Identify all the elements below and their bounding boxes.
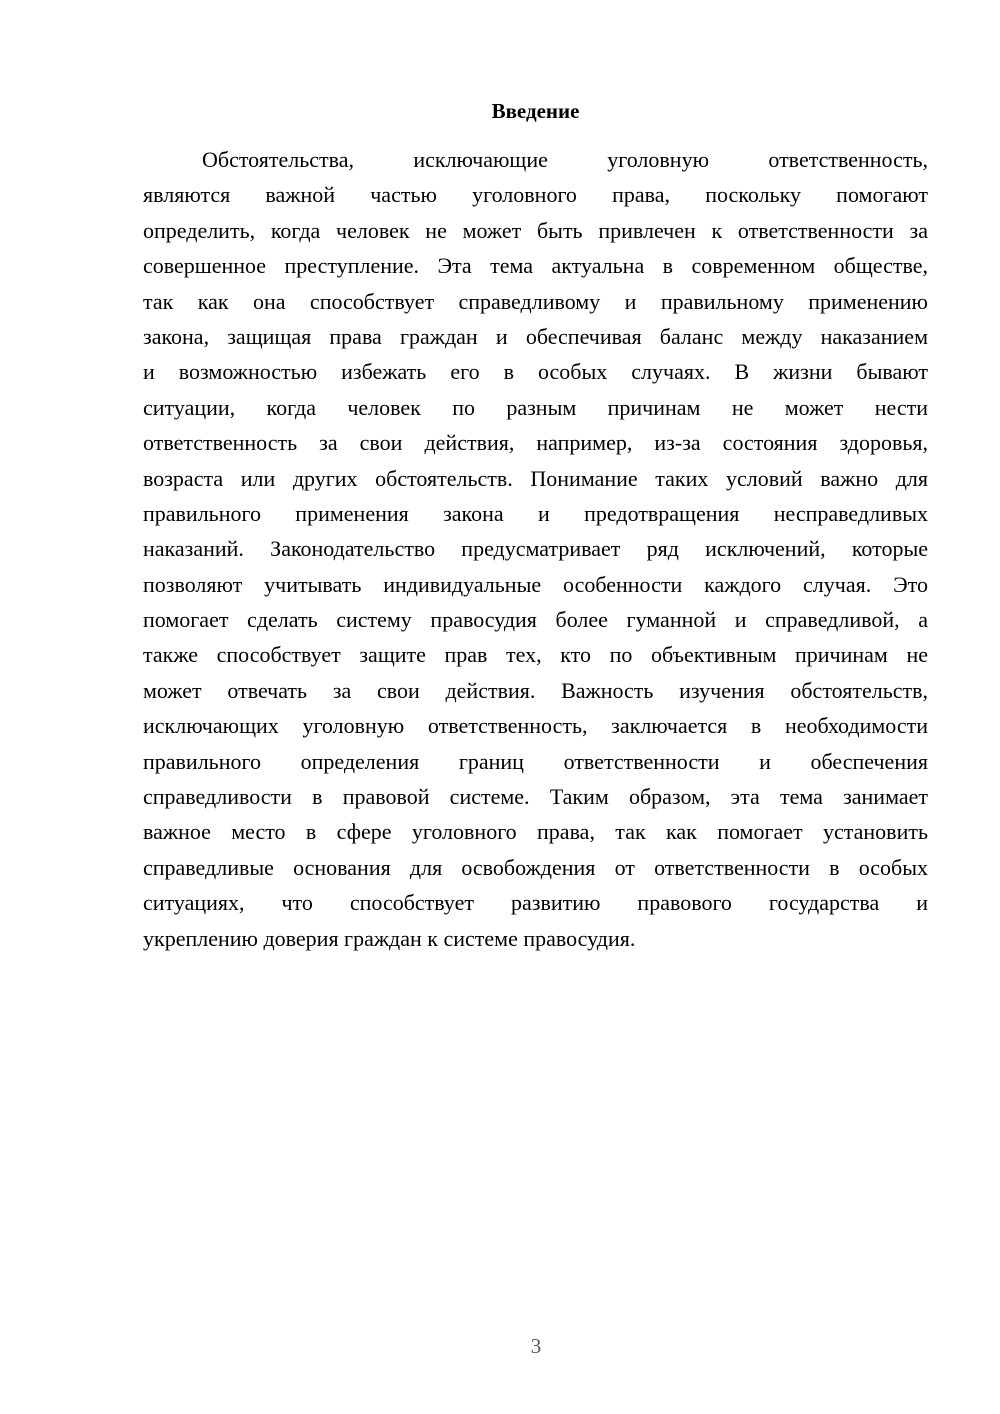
page-number: 3 bbox=[530, 1334, 542, 1358]
paragraph-line: наказаний. Законодательство предусматривает ряд исключений, которые bbox=[143, 536, 928, 562]
paragraph-line: ситуации, когда человек по разным причинам не может нести bbox=[143, 394, 928, 420]
paragraph-line: Обстоятельства, исключающие уголовную ответственность, bbox=[202, 147, 928, 172]
paragraph-line: являются важной частью уголовного права, поскольку помогают bbox=[143, 182, 928, 208]
paragraph-line: определить, когда человек не может быть привлечен к ответственности за bbox=[143, 217, 928, 243]
paragraph-line: справедливости в правовой системе. Таким образом, эта тема занимает bbox=[143, 784, 928, 810]
paragraph-line: правильного применения закона и предотвращения несправедливых bbox=[143, 500, 928, 526]
paragraph-line: укреплению доверия граждан к системе правосудия. bbox=[143, 925, 636, 951]
paragraph-line: закона, защищая права граждан и обеспечивая баланс между наказанием bbox=[143, 323, 928, 349]
paragraph-line: исключающих уголовную ответственность, заключается в необходимости bbox=[143, 713, 928, 739]
body-paragraph bbox=[143, 142, 928, 956]
paragraph-line: и возможностью избежать его в особых случаях. В жизни бывают bbox=[143, 359, 928, 385]
paragraph-line: так как она способствует справедливому и правильному применению bbox=[143, 288, 928, 314]
paragraph-line: важное место в сфере уголовного права, так как помогает установить bbox=[143, 819, 928, 845]
paragraph-line: справедливые основания для освобождения от ответственности в особых bbox=[143, 854, 928, 880]
paragraph-line: позволяют учитывать индивидуальные особенности каждого случая. Это bbox=[143, 571, 928, 597]
paragraph-line: ситуациях, что способствует развитию правового государства и bbox=[143, 890, 928, 916]
paragraph-line: помогает сделать систему правосудия более гуманной и справедливой, а bbox=[143, 607, 928, 633]
paragraph-line: также способствует защите прав тех, кто по объективным причинам не bbox=[143, 642, 928, 668]
paragraph-line: совершенное преступление. Эта тема актуальна в современном обществе, bbox=[143, 253, 928, 279]
paragraph-line: ответственность за свои действия, например, из-за состояния здоровья, bbox=[143, 430, 928, 456]
paragraph-line: возраста или других обстоятельств. Понимание таких условий важно для bbox=[143, 465, 928, 491]
paragraph-line: может отвечать за свои действия. Важность изучения обстоятельств, bbox=[143, 677, 928, 703]
paragraph-line: правильного определения границ ответственности и обеспечения bbox=[143, 748, 928, 774]
page-title: Введение bbox=[491, 99, 580, 123]
